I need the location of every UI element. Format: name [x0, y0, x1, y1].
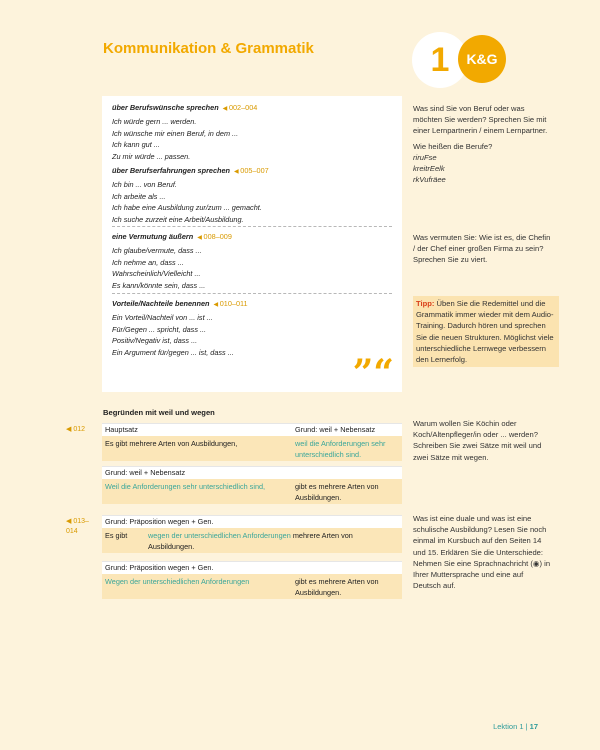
phrase-line: Für/Gegen ... spricht, dass ... — [112, 324, 207, 334]
scrambled-word: riruFse — [413, 152, 437, 162]
sidebar-note-4 — [413, 513, 553, 595]
phrase-line: Ich würde gern ... werden. — [112, 116, 197, 126]
phrases-card — [102, 96, 402, 392]
phrase-line: Es kann/könnte sein, dass ... — [112, 281, 206, 291]
lesson-number: 1 — [430, 41, 450, 79]
table-header-cell: Grund: Präposition wegen + Gen. — [105, 563, 214, 572]
phrase-line: Wahrscheinlich/Vielleicht ... — [112, 269, 201, 279]
audio-track-label[interactable]: ◀ 008–009 — [197, 232, 232, 241]
scrambled-word: kreitrEelk — [413, 164, 445, 174]
quote-mark-icon: ”“ — [352, 352, 394, 394]
footer-separator: | — [525, 722, 530, 731]
table-row — [102, 436, 402, 461]
audio-track-label[interactable]: ◀ 005–007 — [234, 166, 269, 175]
table-header-cell: Grund: weil + Nebensatz — [295, 425, 376, 434]
sidebar-text: Warum wollen Sie Köchin oder Koch/Altenpfleger/in oder ... werden? Schreiben Sie zwei Sätze mit weil und zwei Sätze mit wegen. — [413, 419, 542, 462]
page-title: Kommunikation & Grammatik — [103, 40, 314, 57]
sidebar-text: Was ist eine duale und was ist eine schulische Ausbildung? Lesen Sie noch einmal im Kursbuch auf den Seiten 14 und 15. Erklären Sie die Unterschiede: Nehmen Sie eine Sprachnachricht (◉) in Ihrer Muttersprache und eine auf Deutsch auf. — [413, 514, 551, 591]
phrase-line: Ich wünsche mir einen Beruf, in dem ... — [112, 128, 239, 138]
divider — [112, 226, 392, 227]
phrase-line: Zu mir würde ... passen. — [112, 152, 191, 162]
phrase-line: Ich arbeite als ... — [112, 191, 166, 201]
audio-track-number: 012 — [73, 426, 86, 433]
audio-track-label[interactable]: ◀ 002–004 — [223, 103, 258, 112]
table-cell — [148, 530, 398, 552]
phrase-section-1 — [112, 102, 392, 226]
table-cell: Weil die Anforderungen sehr unterschiedlich sind, — [105, 482, 266, 491]
page-footer — [493, 722, 538, 731]
phrase-section-3 — [112, 298, 392, 359]
sidebar-note-2 — [413, 232, 553, 270]
grammar-table-3 — [102, 515, 402, 553]
grammar-table-1 — [102, 423, 402, 461]
audio-track-label[interactable]: ◀ 012 — [66, 426, 86, 433]
phrase-line: Ein Argument für/gegen ... ist, dass ... — [112, 348, 234, 358]
table-cell-highlight: wegen der unterschiedlichen Anforderungen — [148, 531, 291, 540]
phrase-line: Ich habe eine Ausbildung zur/zum ... gemacht. — [112, 203, 262, 213]
phrase-line: Positiv/Negativ ist, dass ... — [112, 336, 198, 346]
sidebar-text: Was sind Sie von Beruf oder was möchten Sie werden? Sprechen Sie mit einer Lernpartnerin / einem Lernpartner. — [413, 104, 548, 136]
table-header-row — [102, 423, 402, 436]
divider — [112, 293, 392, 294]
tip-text: Üben Sie die Redemittel und die Grammatik immer wieder mit dem Audio-Training. Dadurch hören und sprechen Sie die neuen Strukturen. Möglichst viele unterschiedliche Lernwege verbessern den Lernerfolg. — [416, 299, 554, 365]
sidebar-note-1 — [413, 103, 553, 185]
table-cell: Wegen der unterschiedlichen Anforderungen — [105, 577, 250, 586]
table-header-row — [102, 466, 402, 479]
phrase-line: Ich glaube/vermute, dass ... — [112, 245, 202, 255]
tip-box — [413, 296, 559, 367]
phrase-line: Ein Vorteil/Nachteil von ... ist ... — [112, 312, 213, 322]
audio-track-label[interactable]: ◀ 013–014 — [66, 518, 89, 535]
phrase-line: Ich kann gut ... — [112, 140, 160, 150]
grammar-title: Begründen mit weil und wegen — [103, 408, 215, 417]
table-cell-rest: mehrere Arten von Ausbildungen. — [148, 531, 353, 551]
table-cell: gibt es mehrere Arten von Ausbildungen. — [295, 577, 379, 597]
table-row — [102, 479, 402, 504]
table-cell: gibt es mehrere Arten von Ausbildungen. — [295, 482, 379, 502]
table-cell: Es gibt — [105, 531, 128, 540]
phrase-section-2 — [112, 231, 392, 292]
table-cell: Es gibt mehrere Arten von Ausbildungen, — [105, 439, 238, 448]
audio-track-number: 013–014 — [66, 518, 89, 535]
tip-label: Tipp: — [416, 299, 435, 308]
table-header-cell: Grund: Präposition wegen + Gen. — [105, 517, 214, 526]
phrase-section-title: eine Vermutung äußern — [112, 232, 194, 241]
phrase-section-title: über Berufserfahrungen sprechen — [112, 165, 230, 175]
lesson-label: Lektion 1 — [493, 722, 524, 731]
table-row — [102, 574, 402, 599]
sidebar-text: Wie heißen die Berufe? — [413, 141, 493, 151]
section-badge-label: K&G — [466, 51, 498, 67]
table-header-cell: Hauptsatz — [105, 425, 138, 434]
page-number: 17 — [529, 722, 538, 731]
table-row — [102, 528, 402, 553]
audio-track-label[interactable]: ◀ 010–011 — [213, 299, 247, 308]
sidebar-note-3 — [413, 418, 553, 467]
section-badge — [458, 35, 506, 83]
scrambled-word: rkVufräee — [413, 175, 446, 185]
table-cell: weil die Anforderungen sehr unterschiedlich sind. — [295, 439, 386, 459]
table-header-cell: Grund: weil + Nebensatz — [105, 468, 186, 477]
phrase-line: Ich suche zurzeit eine Arbeit/Ausbildung. — [112, 215, 244, 225]
table-header-row — [102, 515, 402, 528]
phrase-section-title: Vorteile/Nachteile benennen — [112, 299, 210, 308]
phrase-line: Ich bin ... von Beruf. — [112, 179, 177, 189]
grammar-table-2 — [102, 466, 402, 504]
grammar-table-4 — [102, 561, 402, 599]
table-header-row — [102, 561, 402, 574]
phrase-section-title: über Berufswünsche sprechen — [112, 103, 219, 112]
sidebar-text: Was vermuten Sie: Wie ist es, die Chefin / der Chef einer großen Firma zu sein? Sprechen Sie zu viert. — [413, 233, 551, 265]
phrase-line: Ich nehme an, dass ... — [112, 257, 184, 267]
